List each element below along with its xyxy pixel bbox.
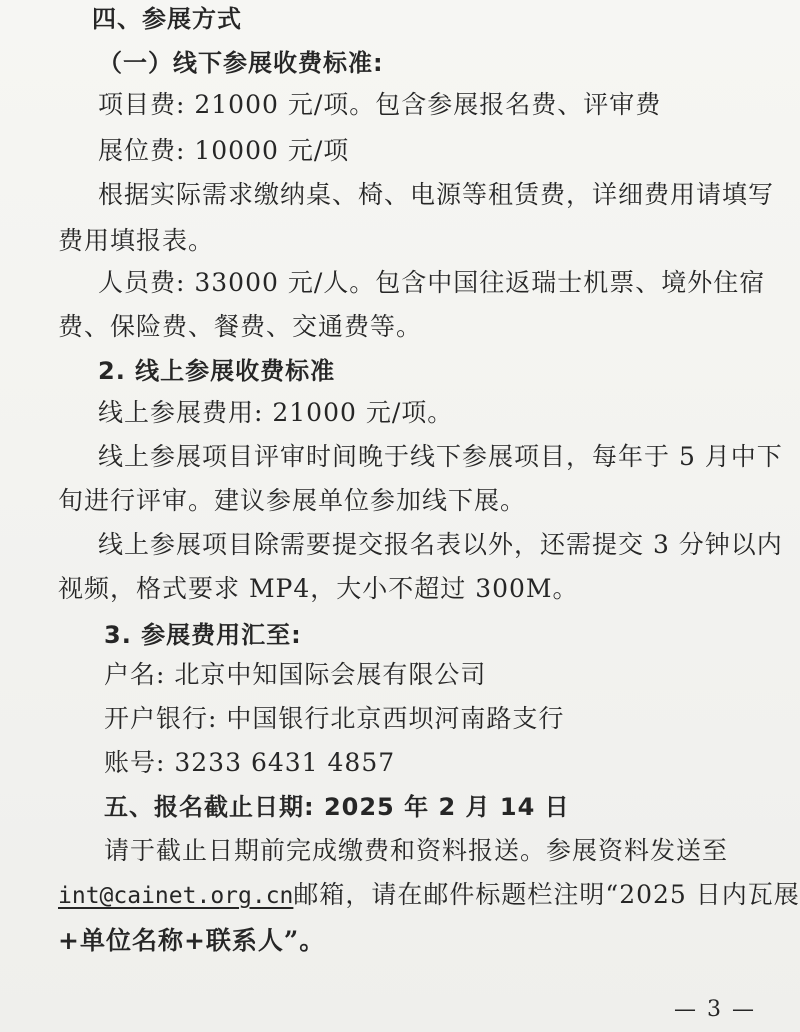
section-4-2-title: 2. 线上参展收费标准 (98, 357, 336, 385)
section-4-title: 四、参展方式 (92, 5, 242, 33)
online-review-line-2: 旬进行评审。建议参展单位参加线下展。 (58, 486, 527, 515)
online-submit-line-1: 线上参展项目除需要提交报名表以外，还需提交 3 分钟以内 (98, 530, 783, 559)
personnel-fee-line-1: 人员费: 33000 元/人。包含中国往返瑞士机票、境外住宿 (98, 268, 766, 297)
account-name-line: 户名: 北京中知国际会展有限公司 (104, 660, 487, 689)
bank-line: 开户银行: 中国银行北京西坝河南路支行 (104, 704, 565, 733)
page-number: — 3 — (674, 997, 756, 1022)
deadline-line-2 (58, 880, 800, 911)
rental-line-1: 根据实际需求缴纳桌、椅、电源等租赁费，详细费用请填写 (98, 180, 775, 209)
section-4-3-title: 3. 参展费用汇至: (104, 621, 302, 649)
deadline-line-2-rest: 邮箱，请在邮件标题栏注明“2025 日内瓦展 (293, 880, 800, 909)
deadline-line-1: 请于截止日期前完成缴费和资料报送。参展资料发送至 (104, 836, 729, 865)
rental-line-2: 费用填报表。 (58, 226, 215, 255)
online-submit-line-2: 视频，格式要求 MP4，大小不超过 300M。 (58, 574, 579, 603)
online-review-line-1: 线上参展项目评审时间晚于线下参展项目，每年于 5 月中下 (98, 442, 783, 471)
online-fee-line: 线上参展费用: 21000 元/项。 (98, 398, 454, 427)
project-fee-line: 项目费: 21000 元/项。包含参展报名费、评审费 (98, 90, 662, 119)
email-link[interactable]: int@cainet.org.cn (58, 883, 294, 909)
personnel-fee-line-2: 费、保险费、餐费、交通费等。 (58, 312, 423, 341)
deadline-line-3: +单位名称+联系人”。 (58, 926, 326, 955)
account-number-line: 账号: 3233 6431 4857 (104, 748, 396, 777)
section-4-1-title: （一）线下参展收费标准: (98, 49, 384, 77)
booth-fee-line: 展位费: 10000 元/项 (98, 136, 350, 165)
section-5-title: 五、报名截止日期: 2025 年 2 月 14 日 (104, 793, 570, 821)
